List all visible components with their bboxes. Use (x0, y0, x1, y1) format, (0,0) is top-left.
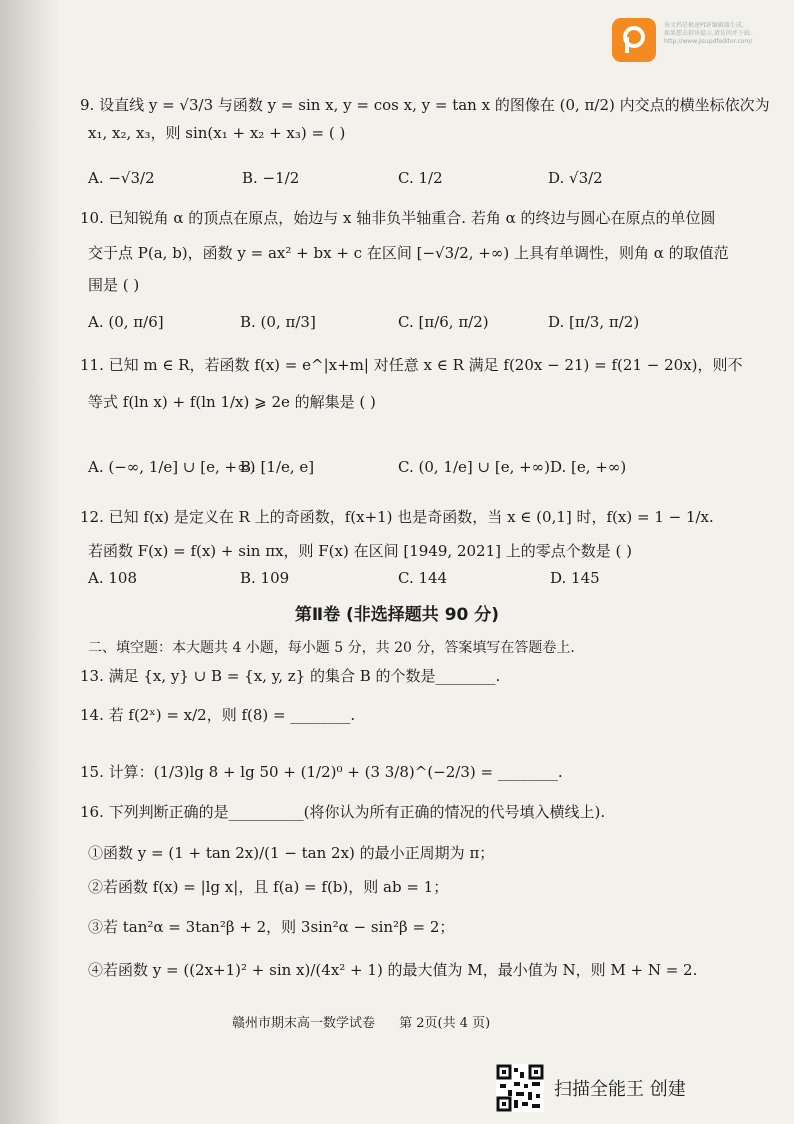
q9-option-d: D. √3/2 (548, 169, 603, 187)
q13: 13. 满足 {x, y} ∪ B = {x, y, z} 的集合 B 的个数是________. (80, 667, 501, 685)
q12-option-d: D. 145 (550, 569, 600, 587)
q12-option-a: A. 108 (88, 569, 137, 587)
q9-line-1: 9. 设直线 y = √3/3 与函数 y = sin x, y = cos x, y = tan x 的图像在 (0, π/2) 内交点的横坐标依次为 (80, 96, 770, 114)
footer-exam-title: 赣州市期末高一数学试卷 (232, 1016, 376, 1031)
q10-option-c: C. [π/6, π/2) (398, 313, 489, 331)
q10-line-2: 交于点 P(a, b)，函数 y = ax² + bx + c 在区间 [−√3/2, +∞) 上具有单调性，则角 α 的取值范 (88, 244, 729, 262)
qr-code-icon (496, 1064, 544, 1112)
q12-option-b: B. 109 (240, 569, 290, 587)
q9-line-2: x₁, x₂, x₃，则 sin(x₁ + x₂ + x₃) = ( ) (88, 124, 346, 142)
q11-line-1: 11. 已知 m ∈ R，若函数 f(x) = e^|x+m| 对任意 x ∈ R 满足 f(20x − 21) = f(21 − 20x)，则不 (80, 356, 743, 374)
q12-option-c: C. 144 (398, 569, 448, 587)
watermark-note (664, 22, 774, 46)
footer-page-number: 第 2页(共 4 页) (399, 1016, 491, 1031)
q11-option-c: C. (0, 1/e] ∪ [e, +∞) (398, 458, 551, 476)
section-2-title: 第Ⅱ卷 (非选择题共 90 分) (294, 605, 500, 625)
page-footer (232, 1012, 510, 1031)
q14: 14. 若 f(2ˣ) = x/2，则 f(8) = ________. (80, 706, 356, 724)
q11-option-a: A. (−∞, 1/e] ∪ [e, +∞) (88, 458, 256, 476)
q10-option-d: D. [π/3, π/2) (548, 313, 640, 331)
q10-option-b: B. (0, π/3] (240, 313, 316, 331)
q9-option-c: C. 1/2 (398, 169, 443, 187)
q10-line-1: 10. 已知锐角 α 的顶点在原点，始边与 x 轴非负半轴重合. 若角 α 的终边与圆心在原点的单位圆 (80, 209, 716, 227)
q16-item-1: ①函数 y = (1 + tan 2x)/(1 − tan 2x) 的最小正周期为 π； (88, 844, 495, 862)
q11-option-b: B. [1/e, e] (240, 458, 315, 476)
scan-edge-shadow (0, 0, 60, 1124)
q12-line-2: 若函数 F(x) = f(x) + sin πx，则 F(x) 在区间 [1949, 2021] 上的零点个数是 ( ) (88, 542, 632, 560)
pdf-editor-logo-icon (612, 18, 656, 62)
q11-option-d: D. [e, +∞) (550, 458, 627, 476)
q16-line-1: 16. 下列判断正确的是__________(将你认为所有正确的情况的代号填入横线上). (80, 803, 606, 821)
q9-option-b: B. −1/2 (242, 169, 300, 187)
watermark-line-1: 该文档是极速PDF编辑器生成, (664, 22, 744, 29)
q16-item-3: ③若 tan²α = 3tan²β + 2，则 3sin²α − sin²β = 2； (88, 918, 455, 936)
q9-option-a: A. −√3/2 (88, 169, 155, 187)
q16-item-4: ④若函数 y = ((2x+1)² + sin x)/(4x² + 1) 的最大值为 M，最小值为 N，则 M + N = 2. (88, 961, 698, 979)
watermark-line-2: 如果想去掉该提示,请访问并下载: (664, 30, 752, 37)
q11-line-2: 等式 f(ln x) + f(ln 1/x) ⩾ 2e 的解集是 ( ) (88, 393, 376, 411)
fill-in-section-intro: 二、填空题：本大题共 4 小题，每小题 5 分，共 20 分，答案填写在答题卷上. (88, 640, 575, 656)
q10-option-a: A. (0, π/6] (88, 313, 164, 331)
q15: 15. 计算：(1/3)lg 8 + lg 50 + (1/2)⁰ + (3 3/8)^(−2/3) = ________. (80, 763, 563, 781)
q12-line-1: 12. 已知 f(x) 是定义在 R 上的奇函数，f(x+1) 也是奇函数，当 x ∈ (0,1] 时，f(x) = 1 − 1/x. (80, 508, 714, 526)
q16-item-2: ②若函数 f(x) = |lg x|，且 f(a) = f(b)，则 ab = 1； (88, 878, 449, 896)
watermark-line-3: http://www.jisupdfeditor.com/ (664, 38, 753, 45)
q10-line-3: 围是 ( ) (88, 276, 140, 294)
scanner-label: 扫描全能王 创建 (554, 1079, 686, 1100)
